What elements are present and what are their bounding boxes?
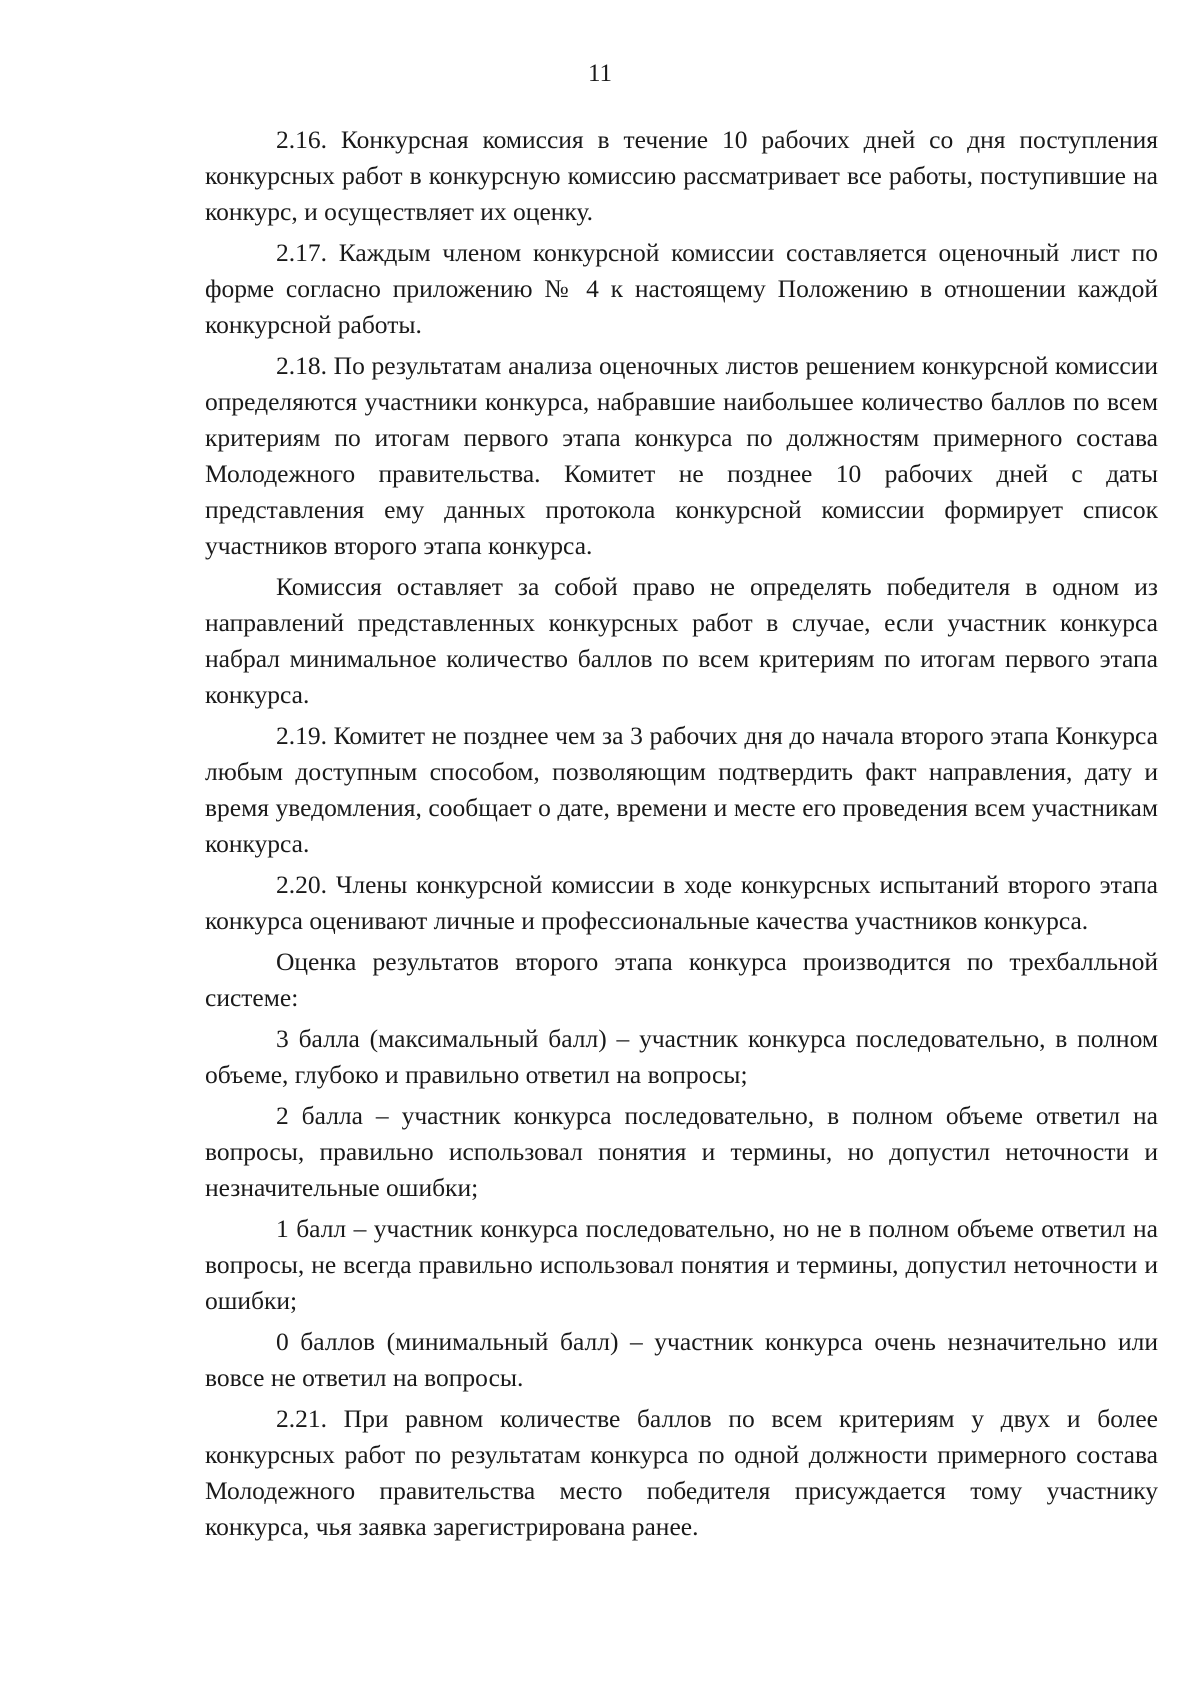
paragraph-2-16: 2.16. Конкурсная комиссия в течение 10 рабочих дней со дня поступления конкурсных работ в конкурсную комиссию рассматривает все работы, поступившие на конкурс, и осуществляет их оценку. <box>205 125 1158 226</box>
page-number: 11 <box>587 60 613 87</box>
document-body <box>205 122 1158 1550</box>
paragraph-score-1: 1 балл – участник конкурса последовательно, но не в полном объеме ответил на вопросы, не всегда правильно использовал понятия и термины, допустил неточности и ошибки; <box>205 1214 1158 1315</box>
paragraph-commission-right: Комиссия оставляет за собой право не определять победителя в одном из направлений представленных конкурсных работ в случае, если участник конкурса набрал минимальное количество баллов по всем критериям по итогам первого этапа конкурса. <box>205 572 1158 709</box>
paragraph-2-17: 2.17. Каждым членом конкурсной комиссии составляется оценочный лист по форме согласно приложению № 4 к настоящему Положению в отношении каждой конкурсной работы. <box>205 238 1158 339</box>
paragraph-scoring-system: Оценка результатов второго этапа конкурса производится по трехбалльной системе: <box>205 947 1158 1012</box>
paragraph-2-19: 2.19. Комитет не позднее чем за 3 рабочих дня до начала второго этапа Конкурса любым доступным способом, позволяющим подтвердить факт направления, дату и время уведомления, сообщает о дате, времени и месте его проведения всем участникам конкурса. <box>205 721 1158 858</box>
paragraph-2-18: 2.18. По результатам анализа оценочных листов решением конкурсной комиссии определяются участники конкурса, набравшие наибольшее количество баллов по всем критериям по итогам первого этапа конкурса по должностям примерного состава Молодежного правительства. Комитет не позднее 10 рабочих дней с даты представления ему данных протокола конкурсной комиссии формирует список участников второго этапа конкурса. <box>205 351 1158 560</box>
paragraph-2-20: 2.20. Члены конкурсной комиссии в ходе конкурсных испытаний второго этапа конкурса оценивают личные и профессиональные качества участников конкурса. <box>205 870 1158 935</box>
paragraph-score-0: 0 баллов (минимальный балл) – участник конкурса очень незначительно или вовсе не ответил на вопросы. <box>205 1327 1158 1392</box>
paragraph-score-2: 2 балла – участник конкурса последовательно, в полном объеме ответил на вопросы, правильно использовал понятия и термины, но допустил неточности и незначительные ошибки; <box>205 1101 1158 1202</box>
paragraph-2-21: 2.21. При равном количестве баллов по всем критериям у двух и более конкурсных работ по результатам конкурса по одной должности примерного состава Молодежного правительства место победителя присуждается тому участнику конкурса, чья заявка зарегистрирована ранее. <box>205 1404 1158 1541</box>
paragraph-score-3: 3 балла (максимальный балл) – участник конкурса последовательно, в полном объеме, глубоко и правильно ответил на вопросы; <box>205 1024 1158 1089</box>
